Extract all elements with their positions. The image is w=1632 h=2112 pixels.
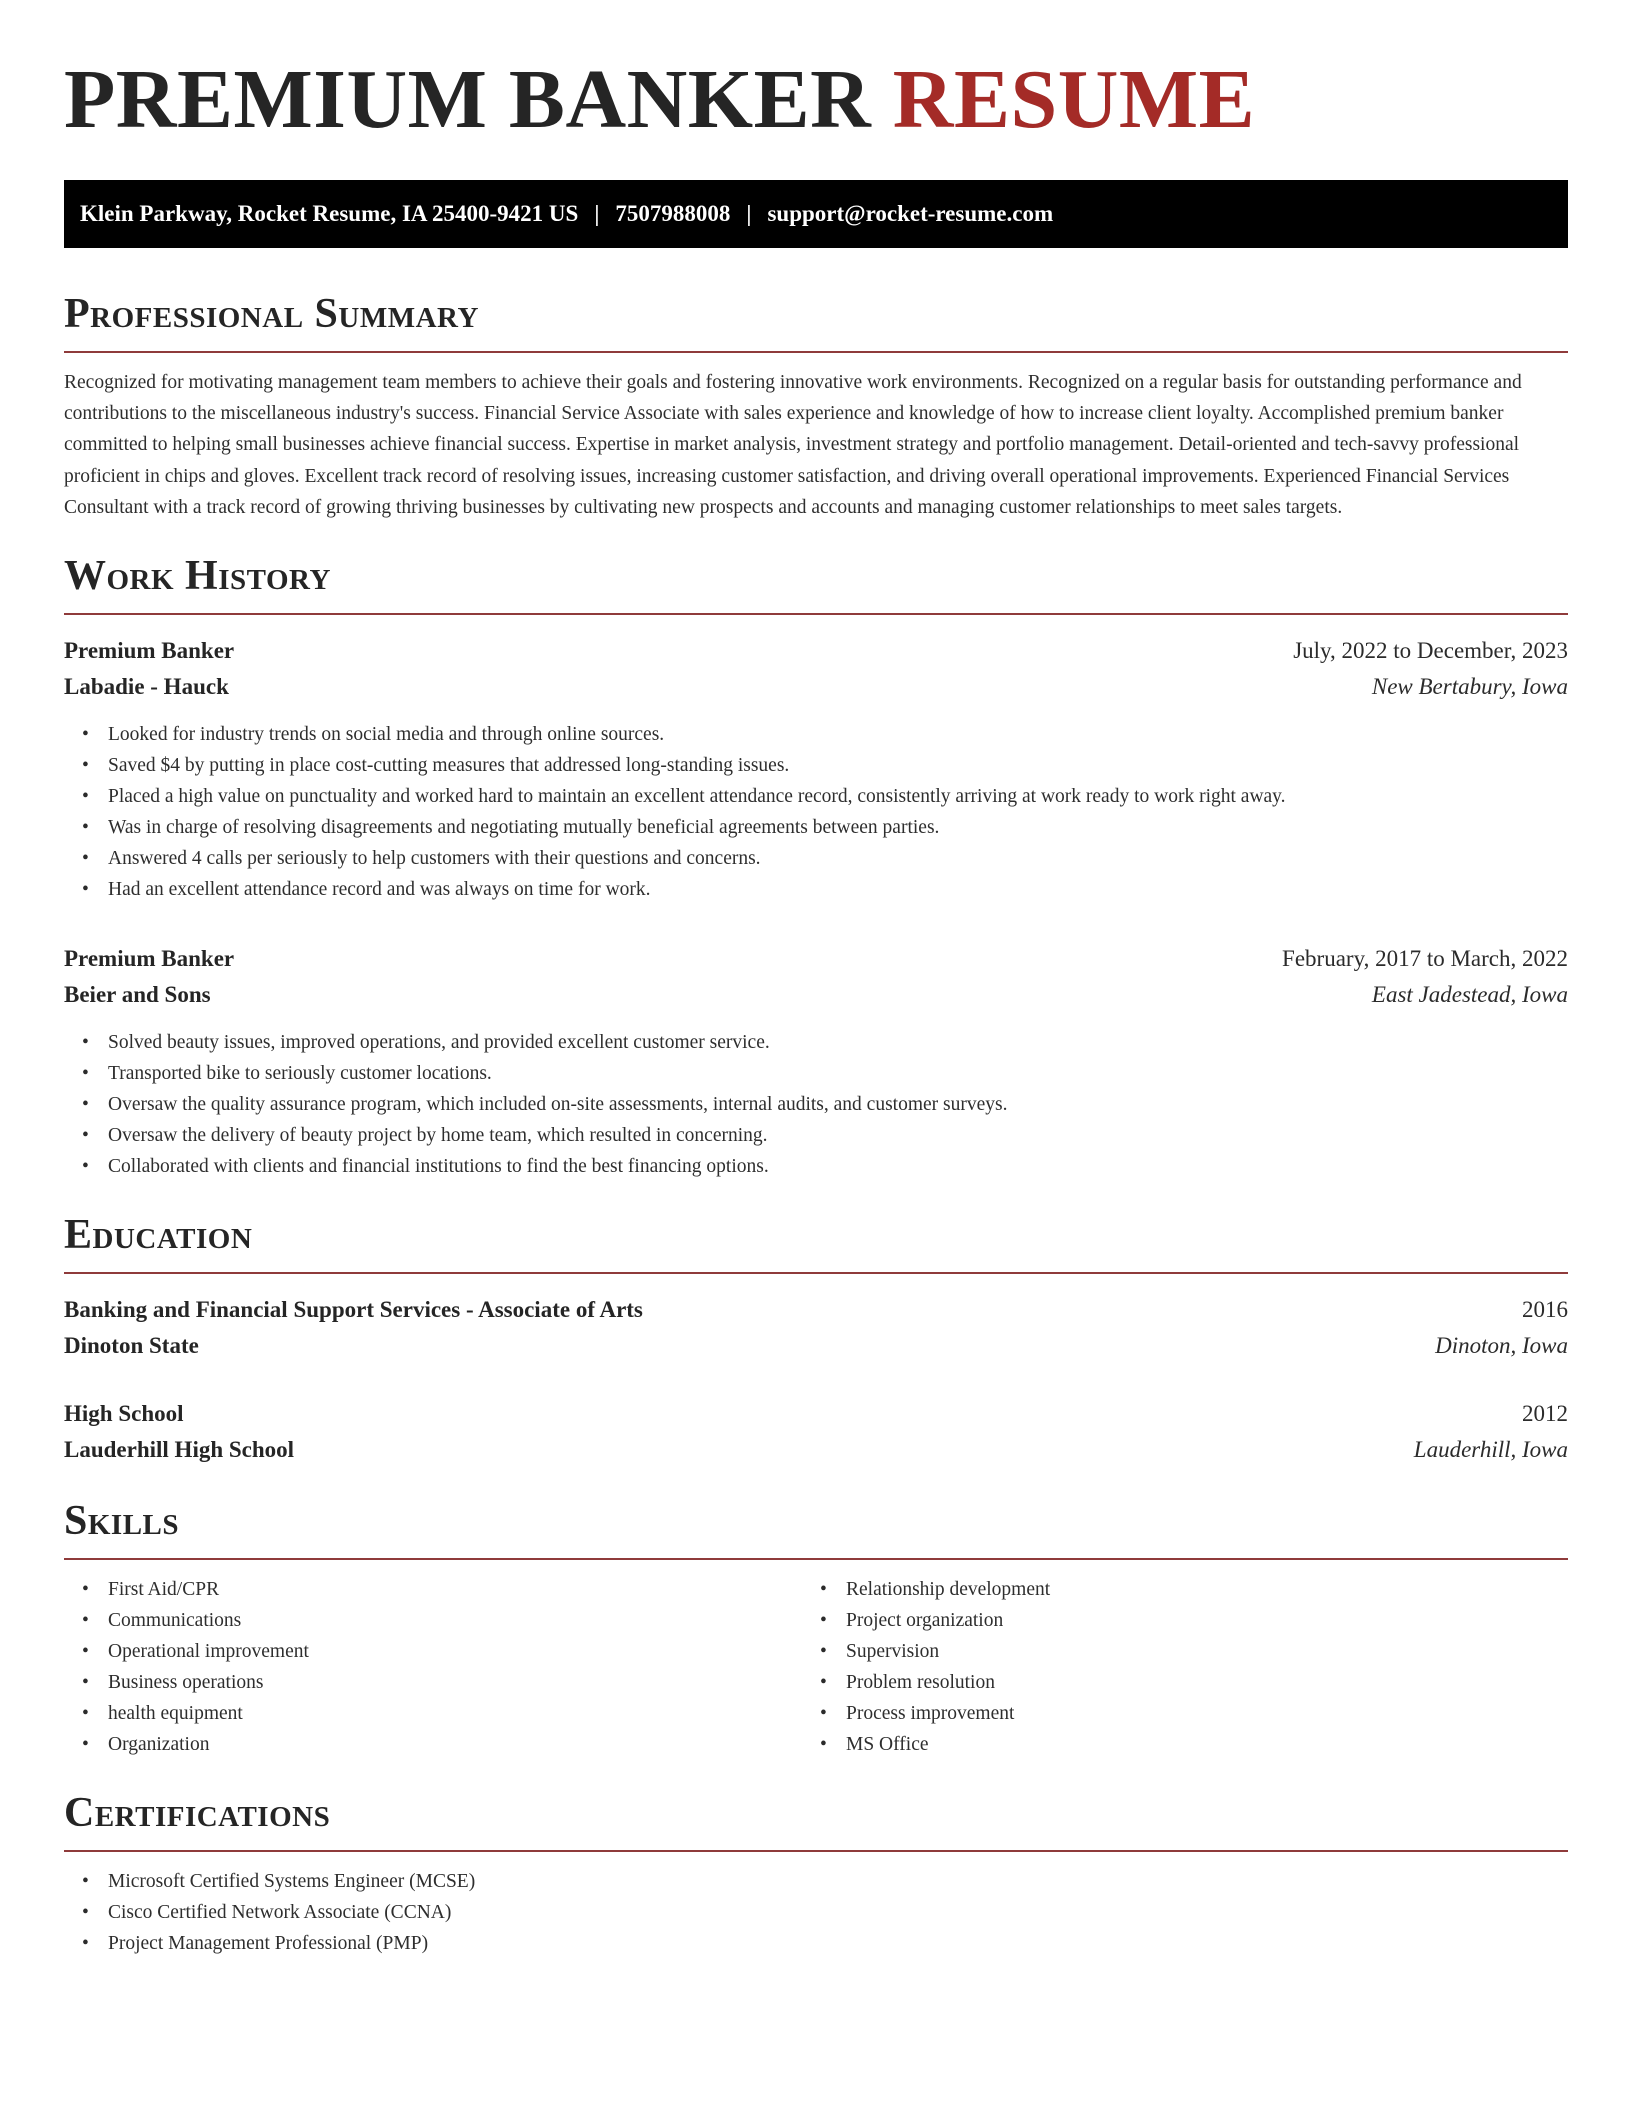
- education-year: 2012: [1522, 1401, 1568, 1427]
- skills-column: [816, 1574, 1568, 1760]
- job-bullet: • Had an excellent attendance record and was always on time for work.: [64, 874, 1568, 905]
- skill-item: • Supervision: [816, 1636, 1568, 1667]
- education-location: Dinoton, Iowa: [1435, 1333, 1568, 1359]
- job-bullet: • Was in charge of resolving disagreements and negotiating mutually beneficial agreements between parties.: [64, 812, 1568, 843]
- job-bullet: • Oversaw the quality assurance program, which included on-site assessments, internal audits, and customer surveys.: [64, 1089, 1568, 1120]
- job-bullet: • Solved beauty issues, improved operations, and provided excellent customer service.: [64, 1027, 1568, 1058]
- skills-grid: [64, 1574, 1568, 1760]
- job-location: East Jadestead, Iowa: [1371, 982, 1568, 1008]
- education-location: Lauderhill, Iowa: [1413, 1437, 1568, 1463]
- skill-item: • health equipment: [64, 1698, 816, 1729]
- job-title: Premium Banker: [64, 638, 235, 664]
- skills-section: [64, 1500, 1568, 1760]
- job-dates: July, 2022 to December, 2023: [1293, 638, 1568, 664]
- job-dates: February, 2017 to March, 2022: [1282, 946, 1568, 972]
- skill-item: • MS Office: [816, 1729, 1568, 1760]
- education-school: Dinoton State: [64, 1333, 199, 1359]
- certification-item: • Project Management Professional (PMP): [64, 1928, 1568, 1959]
- job-bullet: • Saved $4 by putting in place cost-cutting measures that addressed long-standing issues.: [64, 750, 1568, 781]
- contact-separator: |: [594, 201, 600, 226]
- summary-text: Recognized for motivating management team members to achieve their goals and fostering innovative work environments. Recognized on a regular basis for outstanding performance and contributions to the miscellaneous industry's success. Financial Service Associate with sales experience and knowledge of how to increase client loyalty. Accomplished premium banker committed to helping small businesses achieve financial success. Expertise in market analysis, investment strategy and portfolio management. Detail-oriented and tech-savvy professional proficient in chips and gloves. Excellent track record of resolving issues, increasing customer satisfaction, and driving overall operational improvements. Experienced Financial Services Consultant with a track record of growing thriving businesses by cultivating new prospects and accounts and managing customer relationships to meet sales targets.: [64, 372, 1522, 518]
- education-entry: [64, 1396, 1568, 1468]
- certifications-section: [64, 1792, 1568, 1959]
- education-school-row: [64, 1328, 1568, 1364]
- contact-bar: [64, 180, 1568, 248]
- job-bullets: [64, 719, 1568, 905]
- job-bullet: • Looked for industry trends on social media and through online sources.: [64, 719, 1568, 750]
- certification-item: • Cisco Certified Network Associate (CCNA): [64, 1897, 1568, 1928]
- certifications-heading: Certifications: [64, 1792, 1568, 1852]
- education-degree: High School: [64, 1401, 184, 1427]
- job-company: Beier and Sons: [64, 982, 211, 1008]
- job-bullet: • Placed a high value on punctuality and worked hard to maintain an excellent attendance record, consistently arriving at work ready to work right away.: [64, 781, 1568, 812]
- skill-item: • Organization: [64, 1729, 816, 1760]
- education-degree-row: [64, 1292, 1568, 1328]
- job-header-row: [64, 941, 1568, 977]
- skill-item: • Problem resolution: [816, 1667, 1568, 1698]
- contact-address: Klein Parkway, Rocket Resume, IA 25400-9421 US: [80, 201, 579, 226]
- education-degree-row: [64, 1396, 1568, 1432]
- job-company-row: [64, 977, 1568, 1013]
- resume-title-main: PREMIUM BANKER: [64, 53, 872, 146]
- education-school-row: [64, 1432, 1568, 1468]
- job-bullet: • Oversaw the delivery of beauty project by home team, which resulted in concerning.: [64, 1120, 1568, 1151]
- skill-item: • Communications: [64, 1605, 816, 1636]
- job-entry: [64, 941, 1568, 1182]
- work-history-heading: Work History: [64, 555, 1568, 615]
- job-entry: [64, 633, 1568, 905]
- job-location: New Bertabury, Iowa: [1371, 674, 1568, 700]
- job-bullets: [64, 1027, 1568, 1182]
- skill-item: • First Aid/CPR: [64, 1574, 816, 1605]
- job-company-row: [64, 669, 1568, 705]
- certification-item: • Microsoft Certified Systems Engineer (MCSE): [64, 1866, 1568, 1897]
- contact-separator: |: [746, 201, 752, 226]
- job-header-row: [64, 633, 1568, 669]
- job-bullet: • Answered 4 calls per seriously to help customers with their questions and concerns.: [64, 843, 1568, 874]
- education-degree: Banking and Financial Support Services - Associate of Arts: [64, 1297, 643, 1323]
- job-bullet: • Transported bike to seriously customer locations.: [64, 1058, 1568, 1089]
- summary-heading: Professional Summary: [64, 293, 1568, 353]
- skills-column: [64, 1574, 816, 1760]
- job-company: Labadie - Hauck: [64, 674, 229, 700]
- contact-phone: 7507988008: [615, 201, 731, 226]
- summary-section: [64, 293, 1568, 523]
- skill-item: • Relationship development: [816, 1574, 1568, 1605]
- contact-email: support@rocket-resume.com: [767, 201, 1054, 226]
- work-history-section: [64, 555, 1568, 1182]
- skill-item: • Project organization: [816, 1605, 1568, 1636]
- job-title: Premium Banker: [64, 946, 235, 972]
- certifications-list: [64, 1866, 1568, 1959]
- skills-heading: Skills: [64, 1500, 1568, 1560]
- education-section: [64, 1214, 1568, 1468]
- education-entry: [64, 1292, 1568, 1364]
- job-bullet: • Collaborated with clients and financial institutions to find the best financing options.: [64, 1151, 1568, 1182]
- education-year: 2016: [1522, 1297, 1568, 1323]
- education-school: Lauderhill High School: [64, 1437, 295, 1463]
- skill-item: • Business operations: [64, 1667, 816, 1698]
- resume-title-accent: RESUME: [892, 53, 1256, 146]
- skill-item: • Process improvement: [816, 1698, 1568, 1729]
- education-heading: Education: [64, 1214, 1568, 1274]
- skill-item: • Operational improvement: [64, 1636, 816, 1667]
- resume-title: [64, 53, 1568, 146]
